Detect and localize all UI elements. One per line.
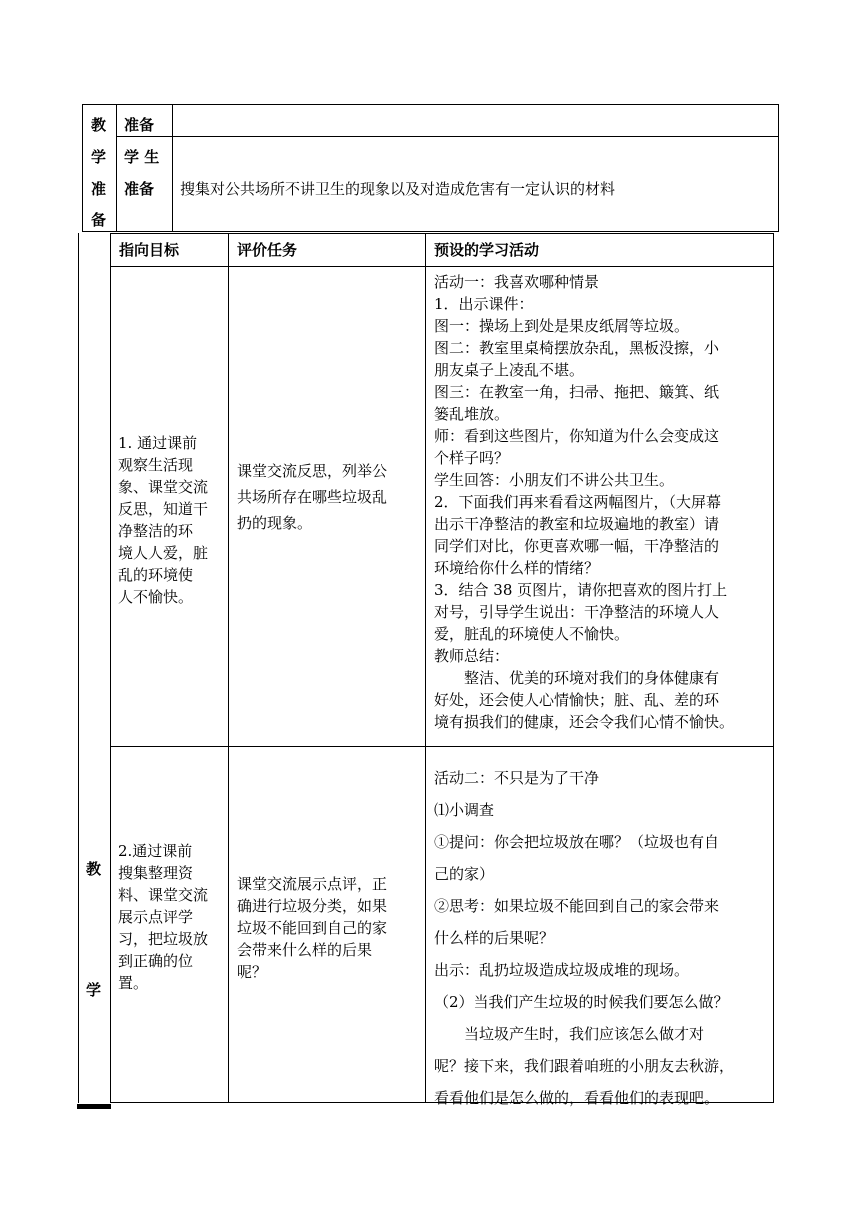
activity-line: 1．出示课件： bbox=[434, 295, 534, 313]
activity-line: 3．结合 38 页图片，请你把喜欢的图片打上 bbox=[434, 581, 728, 599]
activity-line: ①提问：你会把垃圾放在哪？（垃圾也有自 bbox=[434, 833, 720, 851]
task-cell bbox=[237, 873, 421, 983]
goal-line: 人不愉快。 bbox=[118, 588, 194, 606]
goal-line: 观察生活现 bbox=[118, 456, 194, 474]
student-prep-label-2: 准备 bbox=[124, 180, 155, 198]
prep-side-label-1: 教 bbox=[91, 116, 107, 134]
goal-line: 境人人爱，脏 bbox=[118, 544, 209, 562]
goal-line: 到正确的位 bbox=[118, 952, 194, 970]
activity-cell bbox=[434, 762, 770, 1114]
task-line: 呢？ bbox=[237, 963, 268, 981]
activity-line: 呢？接下来，我们跟着咱班的小朋友去秋游， bbox=[434, 1057, 735, 1075]
goal-line: 习，把垃圾放 bbox=[118, 930, 209, 948]
student-prep-label-1: 学 生 bbox=[124, 148, 160, 166]
activity-line: 图二：教室里桌椅摆放杂乱，黑板没擦，小 bbox=[434, 339, 720, 357]
student-prep-value: 搜集对公共场所不讲卫生的现象以及对造成危害有一定认识的材料 bbox=[180, 180, 616, 198]
teaching-side-label-1: 教 bbox=[86, 860, 102, 878]
activity-line: 师：看到这些图片，你知道为什么会变成这 bbox=[434, 427, 720, 445]
activity-line: 图三：在教室一角，扫帚、拖把、簸箕、纸 bbox=[434, 383, 720, 401]
activity-line: ②思考：如果垃圾不能回到自己的家会带来 bbox=[434, 897, 720, 915]
activity-line: 朋友桌子上凌乱不堪。 bbox=[434, 361, 585, 379]
activity-line: 活动一：我喜欢哪种情景 bbox=[434, 273, 600, 291]
bottom-left-bar bbox=[77, 1104, 111, 1109]
header-activity: 预设的学习活动 bbox=[434, 241, 540, 259]
activity-line: 同学们对比，你更喜欢哪一幅，干净整洁的 bbox=[434, 537, 720, 555]
activity-cell bbox=[434, 271, 770, 733]
header-task: 评价任务 bbox=[237, 241, 298, 259]
activity-line: 出示：乱扔垃圾造成垃圾成堆的现场。 bbox=[434, 961, 690, 979]
goal-line: 净整洁的环 bbox=[118, 522, 194, 540]
activity-line: （2）当我们产生垃圾的时候我们要怎么做？ bbox=[434, 993, 729, 1011]
task-line: 课堂交流反思，列举公 bbox=[237, 462, 388, 480]
task-line: 确进行垃圾分类，如果 bbox=[237, 897, 388, 915]
activity-line: 个样子吗？ bbox=[434, 449, 510, 467]
goal-line: 展示点评学 bbox=[118, 908, 194, 926]
teacher-prep-label: 准备 bbox=[124, 116, 155, 134]
activity-line: 整洁、优美的环境对我们的身体健康有 bbox=[434, 669, 720, 687]
activity-line: 学生回答：小朋友们不讲公共卫生。 bbox=[434, 471, 675, 489]
activity-line: 对号，引导学生说出：干净整洁的环境人人 bbox=[434, 603, 720, 621]
activity-line: 篓乱堆放。 bbox=[434, 405, 510, 423]
prep-side-label-4: 备 bbox=[91, 211, 107, 229]
activity-line: ⑴小调查 bbox=[434, 801, 495, 819]
activity-line: 看看他们是怎么做的，看看他们的表现吧。 bbox=[434, 1089, 720, 1107]
activity-line: 境有损我们的健康，还会令我们心情不愉快。 bbox=[434, 713, 735, 731]
activity-line: 图一：操场上到处是果皮纸屑等垃圾。 bbox=[434, 317, 690, 335]
activity-line: 2．下面我们再来看看这两幅图片，（大屏幕 bbox=[434, 493, 722, 511]
task-line: 扔的现象。 bbox=[237, 514, 313, 532]
task-line: 共场所存在哪些垃圾乱 bbox=[237, 488, 388, 506]
task-cell bbox=[237, 458, 421, 536]
goal-line: 乱的环境使 bbox=[118, 566, 194, 584]
task-line: 会带来什么样的后果 bbox=[237, 941, 373, 959]
header-goal: 指向目标 bbox=[119, 241, 180, 259]
activity-line: 活动二：不只是为了干净 bbox=[434, 769, 600, 787]
prep-side-label-2: 学 bbox=[91, 148, 107, 166]
activity-line: 出示干净整洁的教室和垃圾遍地的教室）请 bbox=[434, 515, 720, 533]
goal-line: 搜集整理资 bbox=[118, 864, 194, 882]
goal-line: 置。 bbox=[118, 974, 149, 992]
activity-line: 教师总结： bbox=[434, 647, 510, 665]
goal-cell bbox=[118, 432, 222, 608]
activity-line: 当垃圾产生时，我们应该怎么做才对 bbox=[434, 1025, 705, 1043]
goal-line: 反思，知道干 bbox=[118, 500, 209, 518]
activity-line: 爱，脏乱的环境使人不愉快。 bbox=[434, 625, 630, 643]
goal-line: 料、课堂交流 bbox=[118, 886, 209, 904]
goal-line: 1. 通过课前 bbox=[118, 434, 198, 452]
activity-line: 环境给你什么样的情绪？ bbox=[434, 559, 600, 577]
activity-line: 好处，还会使人心情愉快；脏、乱、差的环 bbox=[434, 691, 720, 709]
goal-cell bbox=[118, 840, 222, 994]
teaching-side-label-2: 学 bbox=[86, 981, 102, 999]
activity-line: 什么样的后果呢？ bbox=[434, 929, 555, 947]
prep-side-label-3: 准 bbox=[91, 180, 107, 198]
goal-line: 2.通过课前 bbox=[118, 842, 193, 860]
activity-line: 己的家） bbox=[434, 865, 495, 883]
task-line: 垃圾不能回到自己的家 bbox=[237, 919, 388, 937]
goal-line: 象、课堂交流 bbox=[118, 478, 209, 496]
task-line: 课堂交流展示点评，正 bbox=[237, 875, 388, 893]
